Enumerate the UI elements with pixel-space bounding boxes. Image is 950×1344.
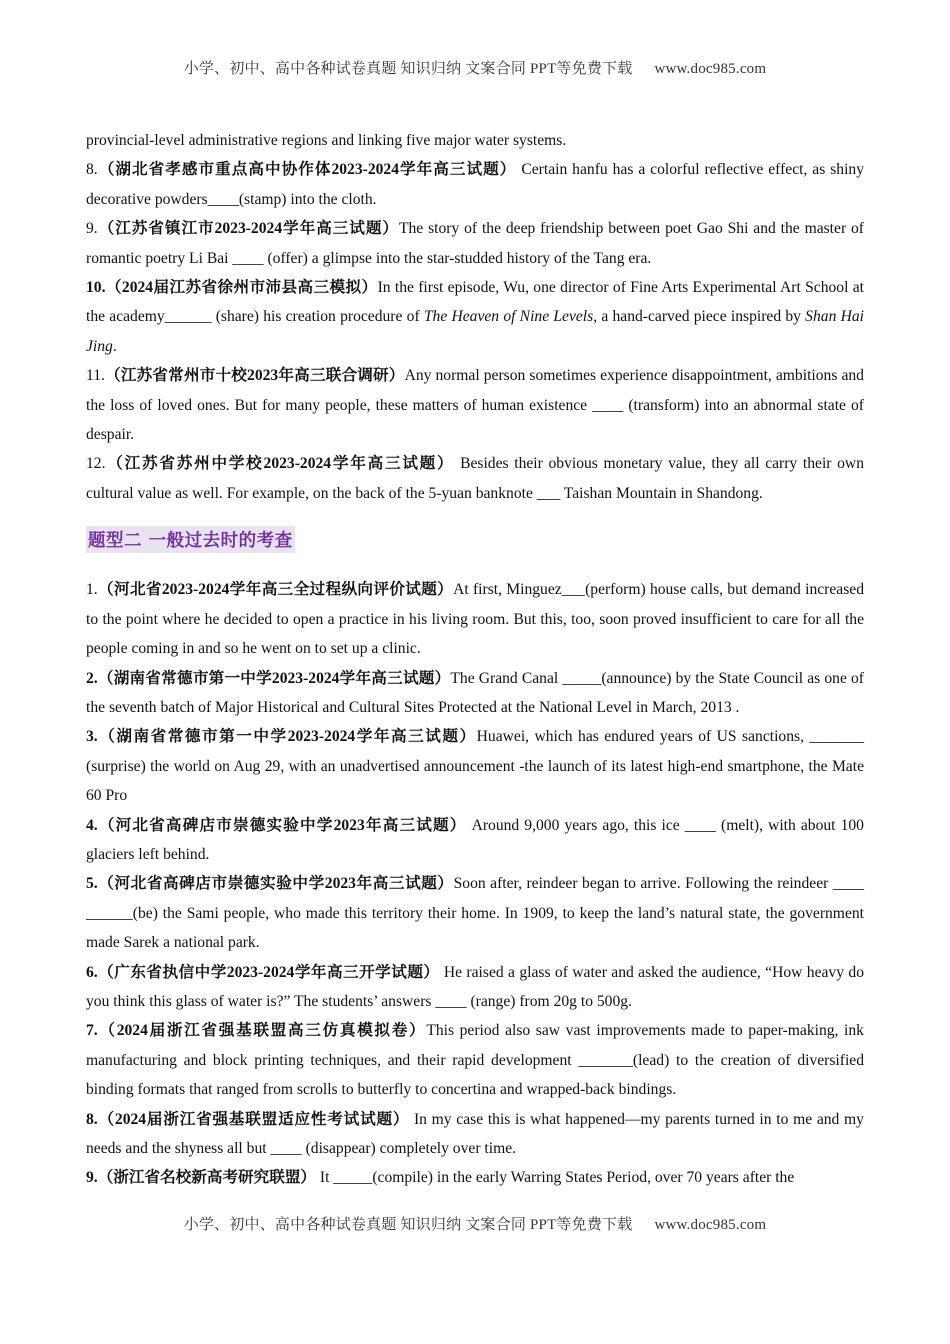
question-source: （湖南省常德市第一中学2023-2024学年高三试题）: [97, 669, 451, 687]
question-source: （2024届江苏省徐州市沛县高三模拟）: [105, 279, 378, 297]
question-source: （河北省高碑店市崇德实验中学2023年高三试题）: [97, 816, 467, 834]
page-header: [0, 57, 950, 78]
question-part1-8: 8.（湖北省孝感市重点高中协作体2023-2024学年高三试题） Certain hanfu has a colorful reflective effect, as shiny decorative powders____(stamp) into the cloth.: [86, 161, 864, 208]
answer-blank: ___: [536, 484, 561, 502]
footer-text: 小学、初中、高中各种试卷真题 知识归纳 文案合同 PPT等免费下载: [183, 1217, 633, 1233]
question-part2-2: 2.（湖南省常德市第一中学2023-2024学年高三试题）The Grand Canal _____(announce) by the State Council as one of the seventh batch of Major Historical and Cultural Sites Protected at the National Level in March, 2013 .: [86, 669, 864, 716]
question-part2-6: 6.（广东省执信中学2023-2024学年高三开学试题） He raised a glass of water and asked the audience, “How heavy do you think this glass of water is?” The students’ answers ____ (range) from 20g to 500g.: [86, 963, 864, 1010]
answer-blank: ____: [270, 1140, 302, 1157]
section-heading: 题型二 一般过去时的考查: [86, 526, 295, 553]
question-part2-8: 8.（2024届浙江省强基联盟适应性考试试题） In my case this is what happened—my parents turned in to me and my needs and the shyness all but ____ (disappear) completely over time.: [86, 1110, 864, 1157]
question-part1-12: 12.（江苏省苏州中学校2023-2024学年高三试题） Besides their obvious monetary value, they all carry their own cultural value as well. For example, on the back of the 5-yuan banknote ___ Taishan Mountain in Shandong.: [86, 455, 864, 502]
question-part2-1: 1.（河北省2023-2024学年高三全过程纵向评价试题）At first, Minguez___(perform) house calls, but demand increased to the point where he decided to open a practice in his living room. But this, too, soon proved insufficient to care for all the people coming in and so he went on to set up a clinic.: [86, 581, 864, 658]
answer-blank: ____: [232, 249, 264, 267]
answer-blank: ____: [592, 396, 624, 414]
section-heading-wrap: [86, 508, 864, 575]
answer-blank: ____: [435, 992, 467, 1010]
question-part2-7: 7.（2024届浙江省强基联盟高三仿真模拟卷）This period also saw vast improvements made to paper-making, ink manufacturing and block printing techniques, and their rapid development _______(lead) to the creation of diversified binding formats that ranged from scrolls to butterfly to concertina and wrapped-back bindings.: [86, 1022, 864, 1099]
page-footer: [0, 1213, 950, 1234]
question-part1-10: 10.（2024届江苏省徐州市沛县高三模拟）In the first episode, Wu, one director of Fine Arts Experimental Art School at the academy______ (share) his creation procedure of The Heaven of Nine Levels, a hand-carved piece inspired by Shan Hai Jing.: [86, 279, 864, 355]
answer-blank: ____: [684, 816, 716, 834]
question-source: （2024届浙江省强基联盟适应性考试试题）: [97, 1110, 410, 1128]
footer-url[interactable]: www.doc985.com: [654, 1217, 767, 1233]
header-text: 小学、初中、高中各种试卷真题 知识归纳 文案合同 PPT等免费下载: [183, 61, 633, 77]
question-source: （江苏省常州市十校2023年高三联合调研）: [104, 367, 405, 385]
header-url[interactable]: www.doc985.com: [654, 61, 767, 77]
answer-blank: ______: [164, 308, 212, 326]
work-title: Shan Hai Jing: [86, 308, 864, 355]
question-source: （河北省高碑店市崇德实验中学2023年高三试题）: [97, 875, 454, 893]
intro-line: provincial-level administrative regions and linking five major water systems.: [86, 132, 567, 149]
answer-blank: _____: [333, 1169, 373, 1187]
question-part1-11: 11.（江苏省常州市十校2023年高三联合调研）Any normal person sometimes experience disappointment, ambitions and the loss of loved ones. But for many people, these matters of human existence ____ (transform) into an abnormal state of despair.: [86, 367, 864, 444]
question-source: （湖南省常德市第一中学2023-2024学年高三试题）: [97, 728, 477, 746]
question-source: （湖北省孝感市重点高中协作体2023-2024学年高三试题）: [97, 161, 517, 179]
question-part1-9: 9.（江苏省镇江市2023-2024学年高三试题）The story of the deep friendship between poet Gao Shi and the master of romantic poetry Li Bai ____ (offer) a glimpse into the star-studded history of the Tang era.: [86, 220, 864, 267]
question-part2-4: 4.（河北省高碑店市崇德实验中学2023年高三试题） Around 9,000 years ago, this ice ____ (melt), with about 100 glaciers left behind.: [86, 816, 864, 863]
question-part2-5: 5.（河北省高碑店市崇德实验中学2023年高三试题）Soon after, reindeer began to arrive. Following the reindeer ____ ______(be) the Sami people, who made this territory their home. In 1909, to keep the land’s natural state, the government made Sarek a national park.: [86, 875, 864, 952]
question-part2-9: 9.（浙江省名校新高考研究联盟） It _____(compile) in the early Warring States Period, over 70 years after the: [86, 1169, 795, 1187]
question-source: （广东省执信中学2023-2024学年高三开学试题）: [97, 963, 440, 981]
answer-blank: _______: [578, 1051, 633, 1069]
question-source: （2024届浙江省强基联盟高三仿真模拟卷）: [97, 1022, 427, 1040]
question-source: （江苏省苏州中学校2023-2024学年高三试题）: [105, 455, 455, 473]
answer-blank: ____: [207, 190, 239, 208]
question-part2-3: 3.（湖南省常德市第一中学2023-2024学年高三试题）Huawei, which has endured years of US sanctions, _______ (surprise) the world on Aug 29, with an unadvertised announcement -the launch of its latest high-end smartphone, the Mate 60 Pro: [86, 728, 864, 805]
answer-blank: ___: [561, 581, 586, 599]
document-body: [86, 126, 864, 1193]
question-source: （浙江省名校新高考研究联盟）: [97, 1169, 317, 1187]
question-source: （河北省2023-2024学年高三全过程纵向评价试题）: [97, 581, 454, 599]
answer-blank: _____: [562, 669, 602, 687]
work-title: The Heaven of Nine Levels: [423, 308, 594, 326]
question-source: （江苏省镇江市2023-2024学年高三试题）: [97, 220, 399, 238]
answer-blank: _______: [809, 728, 864, 746]
answer-blank: ____ ______: [86, 875, 864, 922]
